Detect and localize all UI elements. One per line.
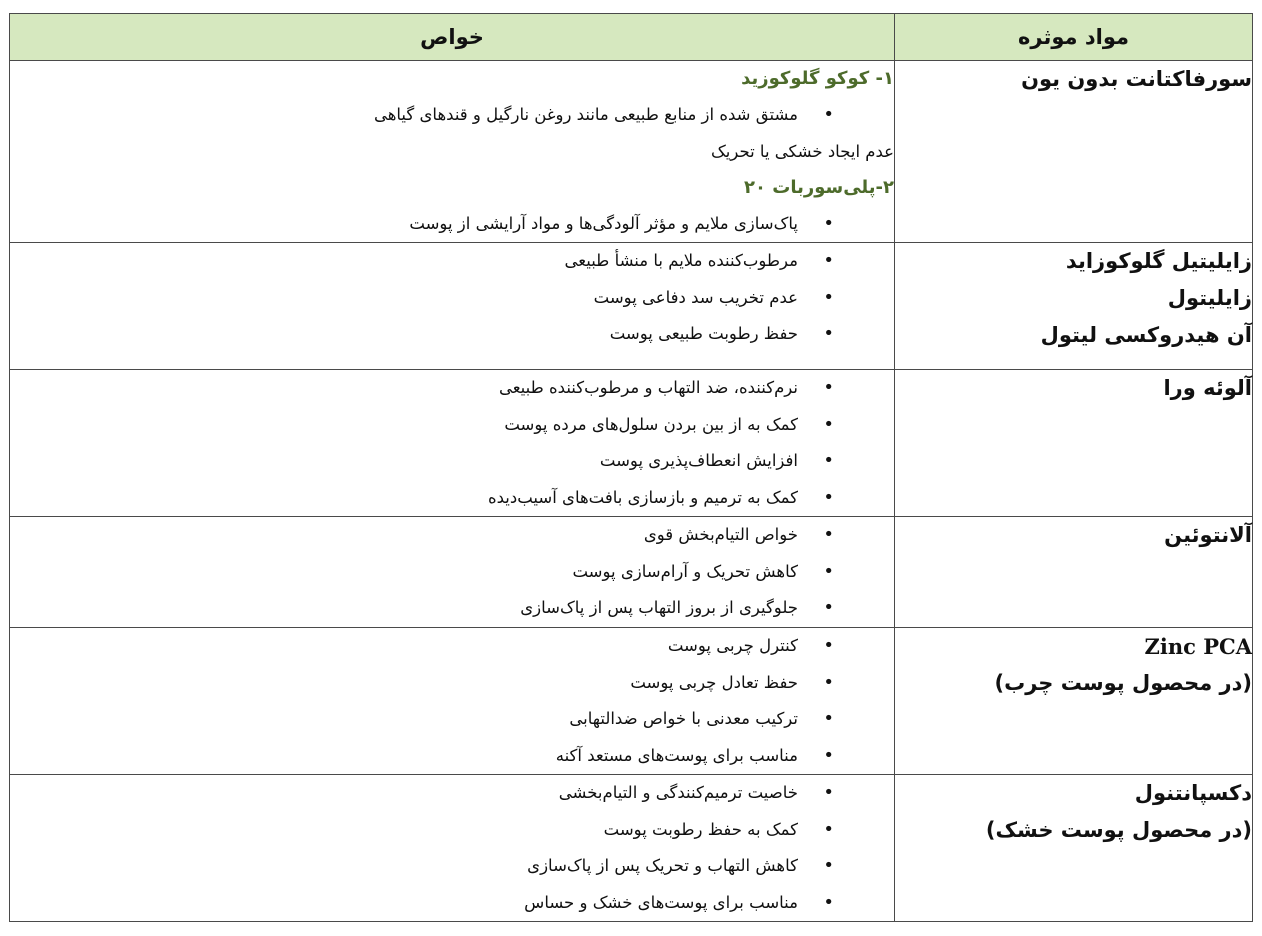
ingredient-cell	[895, 775, 1253, 922]
ingredient-cell	[895, 628, 1253, 775]
table-row	[10, 370, 1253, 517]
properties-cell	[10, 517, 895, 628]
property-item: • کاهش التهاب و تحریک پس از پاک‌سازی	[10, 848, 894, 885]
property-item: • کاهش تحریک و آرام‌سازی پوست	[10, 554, 894, 591]
table-row	[10, 775, 1253, 922]
ingredient-name: (در محصول پوست خشک)	[985, 818, 1252, 842]
property-text: عدم ایجاد خشکی یا تحریک	[710, 141, 894, 161]
ingredient-name: زایلیتول	[1167, 286, 1252, 310]
table-header-row	[10, 14, 1253, 61]
property-item: • مناسب برای پوست‌های خشک و حساس	[10, 885, 894, 922]
properties-cell	[10, 61, 895, 243]
table-row	[10, 61, 1253, 243]
property-item: • نرم‌کننده، ضد التهاب و مرطوب‌کننده طبیعی	[10, 370, 894, 407]
ingredient-name: Zinc PCA	[1144, 634, 1252, 659]
ingredient-name: آلوئه ورا	[1163, 376, 1252, 400]
property-item: • جلوگیری از بروز التهاب پس از پاک‌سازی	[10, 590, 894, 627]
table-row	[10, 628, 1253, 775]
property-item: • کمک به ترمیم و بازسازی بافت‌های آسیب‌دیده	[10, 480, 894, 517]
ingredient-name: زایلیتیل گلوکوزاید	[1065, 249, 1252, 273]
ingredient-cell	[895, 517, 1253, 628]
sub-ingredient-heading: ۲-پلی‌سوربات ۲۰	[744, 176, 894, 198]
property-list	[10, 206, 894, 243]
property-list	[10, 517, 894, 627]
property-item: • کنترل چربی پوست	[10, 628, 894, 665]
ingredient-name: (در محصول پوست چرب)	[994, 671, 1252, 695]
property-list	[10, 370, 894, 516]
property-item: • مناسب برای پوست‌های مستعد آکنه	[10, 738, 894, 775]
property-list	[10, 243, 894, 353]
properties-cell	[10, 775, 895, 922]
ingredient-name: آن هیدروکسی لیتول	[1040, 323, 1252, 347]
ingredient-cell	[895, 61, 1253, 243]
property-item: • حفظ رطوبت طبیعی پوست	[10, 316, 894, 353]
property-item: • خاصیت ترمیم‌کنندگی و التیام‌بخشی	[10, 775, 894, 812]
property-item: • خواص التیام‌بخش قوی	[10, 517, 894, 554]
property-item: • مرطوب‌کننده ملایم با منشأ طبیعی	[10, 243, 894, 280]
ingredient-name: دکسپانتنول	[1134, 781, 1252, 805]
table-row	[10, 243, 1253, 370]
ingredient-cell	[895, 243, 1253, 370]
property-item: • مشتق شده از منابع طبیعی مانند روغن نارگیل و قندهای گیاهی	[10, 97, 894, 134]
ingredient-name: سورفاکتانت بدون یون	[1021, 67, 1252, 91]
property-list	[10, 97, 894, 134]
properties-cell	[10, 370, 895, 517]
header-properties: خواص	[10, 14, 895, 61]
property-list	[10, 628, 894, 774]
table-body	[10, 61, 1253, 922]
properties-cell	[10, 243, 895, 370]
property-item: • کمک به حفظ رطوبت پوست	[10, 812, 894, 849]
ingredients-table	[9, 13, 1253, 922]
table-row	[10, 517, 1253, 628]
property-item: • افزایش انعطاف‌پذیری پوست	[10, 443, 894, 480]
property-list	[10, 775, 894, 921]
ingredient-name: آلانتوئین	[1164, 523, 1252, 547]
property-item: • حفظ تعادل چربی پوست	[10, 665, 894, 702]
property-item: • کمک به از بین بردن سلول‌های مرده پوست	[10, 407, 894, 444]
sub-ingredient-heading: ۱- کوکو گلوکوزید	[741, 68, 894, 89]
ingredient-cell	[895, 370, 1253, 517]
property-item: • ترکیب معدنی با خواص ضدالتهابی	[10, 701, 894, 738]
property-item: • عدم تخریب سد دفاعی پوست	[10, 280, 894, 317]
properties-cell	[10, 628, 895, 775]
property-item: • پاک‌سازی ملایم و مؤثر آلودگی‌ها و مواد آرایشی از پوست	[10, 206, 894, 243]
header-ingredient: مواد موثره	[895, 14, 1253, 61]
